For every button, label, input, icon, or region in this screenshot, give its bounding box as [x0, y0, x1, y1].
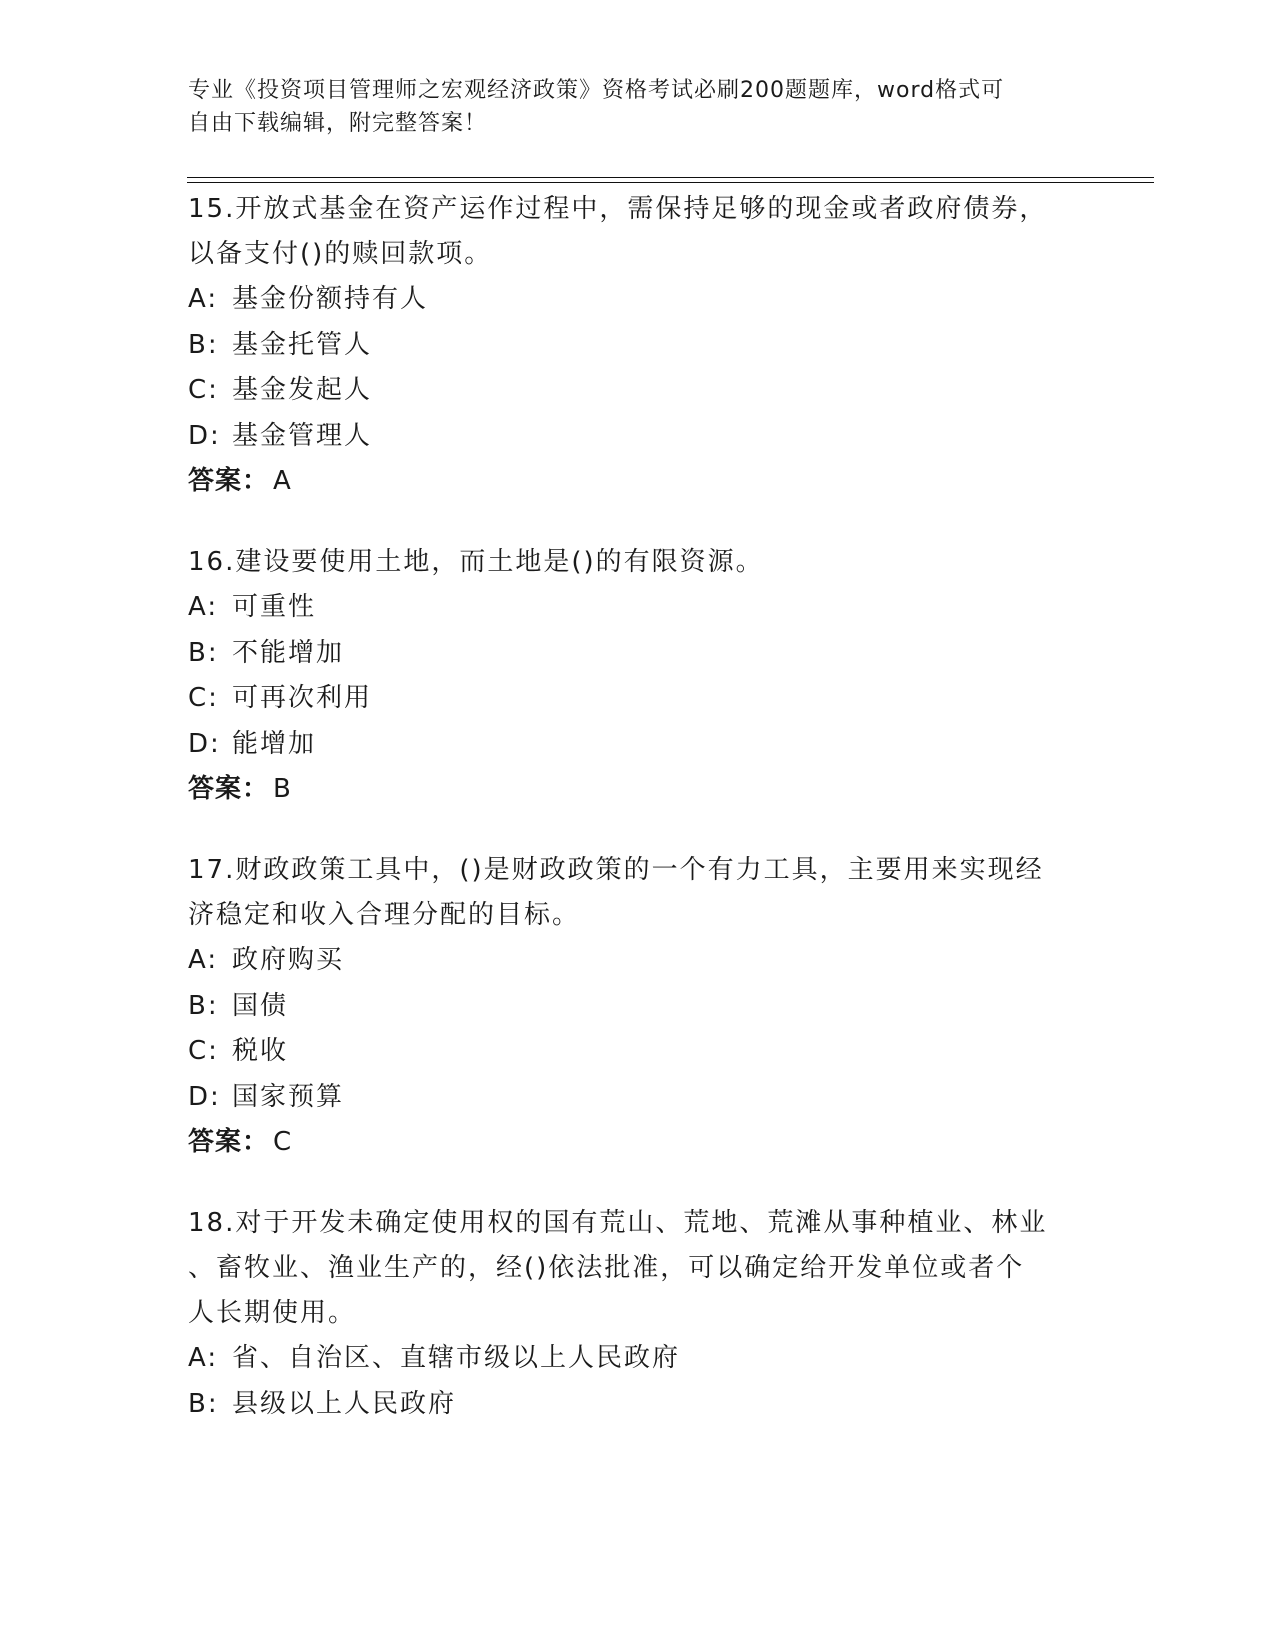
option-letter: D: [188, 420, 221, 451]
answer-option [188, 323, 1088, 369]
question-list [188, 187, 1088, 1463]
answer-option [188, 1075, 1088, 1121]
answer-label: 答案： [188, 774, 270, 804]
question-block [188, 1201, 1088, 1427]
option-text: 基金管理人 [232, 420, 373, 451]
answer-option [188, 368, 1088, 414]
header-title-line-1: 专业《投资项目管理师之宏观经济政策》资格考试必刷200题题库，word格式可 [188, 78, 1005, 103]
answer-option [188, 585, 1088, 631]
option-text: 可再次利用 [232, 683, 373, 713]
option-text: 基金份额持有人 [232, 284, 429, 314]
question-stem-line: 以备支付()的赎回款项。 [188, 239, 493, 269]
answer-value: B [273, 774, 292, 804]
answer-option [188, 1336, 1088, 1382]
question-block [188, 187, 1088, 504]
option-letter: B: [188, 990, 219, 1021]
option-text: 国债 [232, 990, 289, 1021]
answer-option [188, 676, 1088, 722]
option-letter: C: [188, 1036, 219, 1066]
option-text: 省、自治区、直辖市级以上人民政府 [232, 1343, 681, 1373]
answer-option [188, 277, 1088, 323]
answer-option [188, 1029, 1088, 1075]
question-stem-line: 人长期使用。 [188, 1298, 357, 1328]
header-divider-bottom [187, 182, 1154, 183]
answer-label: 答案： [188, 466, 270, 496]
option-text: 国家预算 [232, 1081, 345, 1112]
option-text: 县级以上人民政府 [232, 1388, 457, 1419]
answer-label: 答案： [188, 1127, 270, 1157]
option-text: 基金托管人 [232, 329, 373, 360]
option-text: 基金发起人 [232, 375, 373, 405]
option-letter: C: [188, 375, 219, 405]
answer-key [188, 1120, 1088, 1165]
option-letter: D: [188, 728, 221, 759]
option-letter: A: [188, 945, 219, 975]
option-text: 税收 [232, 1036, 289, 1066]
question-stem-line: 18.对于开发未确定使用权的国有荒山、荒地、荒滩从事种植业、林业 [188, 1208, 1048, 1238]
option-letter: C: [188, 683, 219, 713]
header-divider-top [187, 177, 1154, 178]
question-block [188, 848, 1088, 1165]
header-title-line-2: 自由下载编辑，附完整答案！ [188, 111, 488, 136]
question-block [188, 540, 1088, 812]
answer-value: A [273, 466, 292, 496]
answer-value: C [273, 1127, 293, 1157]
option-text: 不能增加 [232, 637, 345, 668]
option-text: 政府购买 [232, 945, 345, 975]
question-stem-line: 17.财政政策工具中，()是财政政策的一个有力工具，主要用来实现经 [188, 855, 1044, 885]
question-stem-line: 济稳定和收入合理分配的目标。 [188, 900, 581, 930]
answer-option [188, 631, 1088, 677]
question-stem-line: 15.开放式基金在资产运作过程中，需保持足够的现金或者政府债券， [188, 194, 1048, 224]
answer-option [188, 414, 1088, 460]
option-letter: A: [188, 1343, 219, 1373]
answer-option [188, 984, 1088, 1030]
option-letter: D: [188, 1081, 221, 1112]
document-header [188, 74, 1088, 140]
question-stem-line: 、畜牧业、渔业生产的，经()依法批准，可以确定给开发单位或者个 [188, 1253, 1025, 1283]
answer-option [188, 938, 1088, 984]
answer-option [188, 722, 1088, 768]
option-letter: A: [188, 592, 219, 622]
question-stem-line: 16.建设要使用土地，而土地是()的有限资源。 [188, 547, 764, 577]
option-text: 可重性 [232, 592, 317, 622]
answer-key [188, 459, 1088, 504]
option-letter: B: [188, 329, 219, 360]
option-letter: B: [188, 1388, 219, 1419]
option-text: 能增加 [232, 728, 317, 759]
answer-option [188, 1382, 1088, 1428]
option-letter: A: [188, 284, 219, 314]
answer-key [188, 767, 1088, 812]
option-letter: B: [188, 637, 219, 668]
